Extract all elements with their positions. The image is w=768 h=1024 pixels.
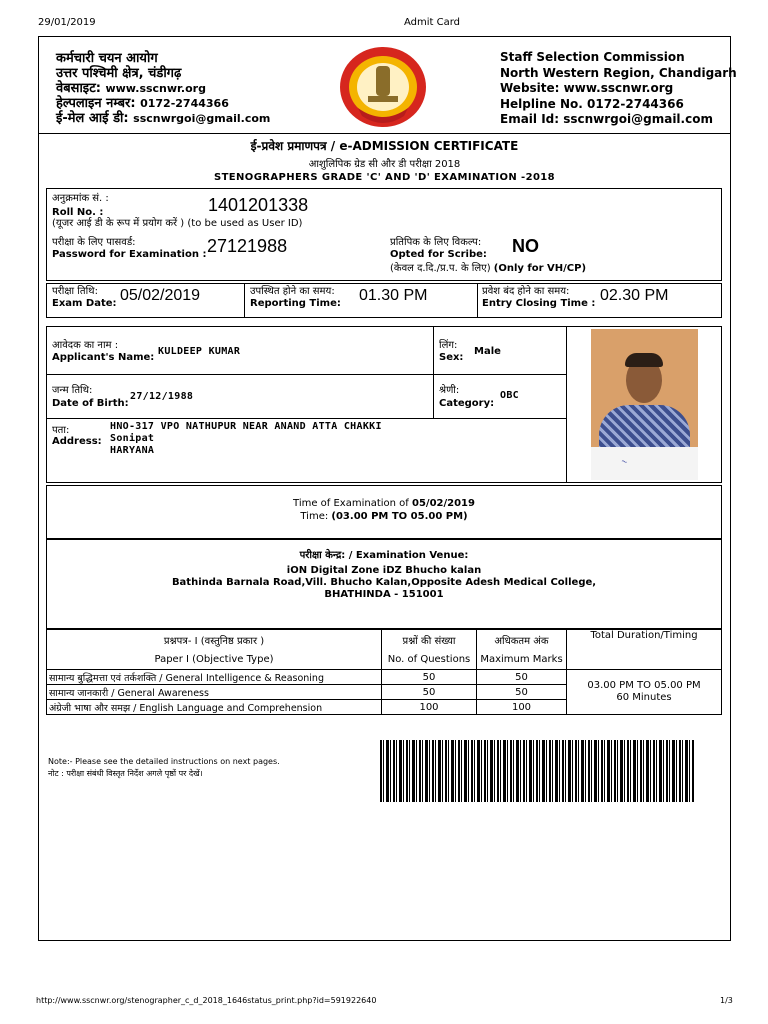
password-value: 27121988 [207, 236, 288, 256]
marks-cell: 50 [477, 685, 567, 700]
dob-label-hi: जन्म तिथि: [52, 385, 93, 396]
ssc-logo-icon [338, 46, 428, 128]
venue-line3: BHATHINDA - 151001 [324, 589, 444, 600]
roll-note: (यूजर आई डी के रूप में प्रयोग करें ) (to be used as User ID) [52, 218, 303, 229]
address-line3: HARYANA [110, 445, 155, 456]
exam-time-line1 [46, 498, 722, 509]
subject-cell: अंग्रेजी भाषा और समझ / English Language and Comprehension [47, 700, 382, 715]
title-divider [38, 133, 731, 134]
exam-date-value: 05/02/2019 [120, 287, 201, 304]
applicant-hline-2 [46, 418, 566, 419]
marks-cell: 100 [477, 700, 567, 715]
entry-close-value: 02.30 PM [600, 287, 669, 304]
scribe-value: NO [512, 236, 539, 256]
website-hi: www.sscnwr.org [105, 82, 206, 95]
address-line2: Sonipat [110, 433, 155, 444]
roll-number: 1401201338 [208, 195, 309, 215]
applicant-label-hi: आवेदक का नाम : [52, 340, 119, 351]
page-number: 1/3 [720, 996, 733, 1005]
barcode-icon [380, 740, 694, 802]
website-label-hi: वेबसाइट: [56, 81, 101, 96]
roll-label-en: Roll No. : [52, 207, 104, 218]
reporting-label-en: Reporting Time: [250, 298, 341, 309]
questions-head-hi: प्रश्नों की संख्या [382, 630, 477, 650]
email-label-hi: ई-मेल आई डी: [56, 111, 129, 126]
certificate-title-en: / e-ADMISSION CERTIFICATE [326, 139, 519, 153]
category-label-hi: श्रेणी: [439, 385, 460, 396]
applicant-name: KULDEEP KUMAR [158, 346, 241, 357]
exam-date-label-hi: परीक्षा तिथि: [52, 286, 98, 297]
sex-value: Male [474, 346, 501, 357]
venue-label-en: / Examination Venue: [345, 550, 469, 561]
org-english-block [500, 50, 737, 128]
email-hi: sscnwrgoi@gmail.com [133, 112, 271, 125]
signature-icon: ~ [619, 456, 630, 467]
address-label-hi: पता: [52, 425, 70, 436]
applicant-hline-1 [46, 374, 566, 375]
org-english-email: Email Id: sscnwrgoi@gmail.com [500, 112, 713, 126]
exam-time-line2 [46, 511, 722, 522]
exam-name-hi: आशुलिपिक ग्रेड सी और डी परीक्षा 2018 [308, 159, 461, 170]
footer-url[interactable]: http://www.sscnwr.org/stenographer_c_d_2018_1646status_print.php?id=591922640 [36, 996, 377, 1005]
print-title: Admit Card [404, 17, 461, 28]
duration-head: Total Duration/Timing [567, 630, 722, 650]
dob-label-en: Date of Birth: [52, 398, 129, 409]
org-hindi-line1: कर्मचारी चयन आयोग [56, 51, 158, 66]
paper-head-en: Paper I (Objective Type) [47, 650, 382, 670]
org-hindi-line2: उत्तर पश्चिमी क्षेत्र, चंडीगढ़ [56, 66, 182, 81]
print-date: 29/01/2019 [38, 17, 96, 28]
duration-cell [567, 670, 722, 715]
paper-head-hi: प्रश्नपत्र- I (वस्तुनिष्ठ प्रकार ) [47, 630, 382, 650]
questions-head-en: No. of Questions [382, 650, 477, 670]
category-label-en: Category: [439, 398, 495, 409]
paper-table [46, 629, 722, 715]
exam-name-en: STENOGRAPHERS GRADE 'C' AND 'D' EXAMINATION -2018 [213, 172, 556, 183]
helpline-hi: 0172-2744366 [140, 97, 229, 110]
table-row [47, 670, 722, 685]
org-english-website: Website: www.sscnwr.org [500, 81, 674, 95]
subject-cell: सामान्य जानकारी / General Awareness [47, 685, 382, 700]
sex-label-en: Sex: [439, 352, 464, 363]
org-hindi-block [56, 51, 270, 126]
exam-time-date: 05/02/2019 [412, 498, 475, 509]
duration-line2: 60 Minutes [616, 692, 672, 703]
venue-line2: Bathinda Barnala Road,Vill. Bhucho Kalan,Opposite Adesh Medical College, [171, 577, 597, 588]
duration-line1: 03.00 PM TO 05.00 PM [587, 680, 701, 691]
org-english-helpline: Helpline No. 0172-2744366 [500, 96, 684, 111]
entry-close-label-en: Entry Closing Time : [482, 298, 596, 309]
password-label-hi: परीक्षा के लिए पासवर्ड: [52, 237, 136, 248]
questions-cell: 50 [382, 670, 477, 685]
scribe-note-en: (Only for VH/CP) [493, 263, 587, 274]
marks-cell: 50 [477, 670, 567, 685]
credentials-box [46, 188, 722, 281]
subject-cell: सामान्य बुद्धिमत्ता एवं तर्कशक्ति / General Intelligence & Reasoning [47, 670, 382, 685]
exam-time-value: (03.00 PM TO 05.00 PM) [331, 511, 468, 522]
exam-time-prefix: Time of Examination of [293, 498, 412, 509]
scribe-label-hi: प्रतिपिक के लिए विकल्प: [390, 237, 482, 248]
address-line1: HNO-317 VPO NATHUPUR NEAR ANAND ATTA CHAKKI [110, 421, 382, 432]
roll-label-hi: अनुक्रमांक सं. : [52, 193, 109, 204]
questions-cell: 50 [382, 685, 477, 700]
helpline-label-hi: हेल्पलाइन नम्बर: [56, 96, 136, 111]
password-label-en: Password for Examination : [52, 249, 207, 260]
marks-head-hi: अधिकतम अंक [477, 630, 567, 650]
paper-table-head-hi [47, 630, 722, 650]
certificate-title-hi: ई-प्रवेश प्रमाणपत्र [250, 139, 327, 153]
venue-label-hi: परीक्षा केन्द्र: [299, 550, 346, 561]
venue-line1: iON Digital Zone iDZ Bhucho kalan [286, 565, 482, 576]
questions-cell: 100 [382, 700, 477, 715]
reporting-label-hi: उपस्थित होने का समय: [250, 286, 335, 297]
note-en: Note:- Please see the detailed instructions on next pages. [48, 757, 280, 766]
note-block [48, 756, 280, 780]
sex-label-hi: लिंग: [439, 340, 458, 351]
venue-address [46, 565, 722, 601]
duration-head-spacer [567, 650, 722, 670]
schedule-divider-1 [244, 283, 245, 318]
entry-close-label-hi: प्रवेश बंद होने का समय: [482, 286, 570, 297]
scribe-label-en: Opted for Scribe: [390, 249, 487, 260]
exam-date-label-en: Exam Date: [52, 298, 117, 309]
schedule-divider-2 [477, 283, 478, 318]
scribe-note [390, 263, 586, 274]
category-value: OBC [500, 390, 519, 401]
org-english-line1: Staff Selection Commission [500, 50, 685, 64]
applicant-photo [591, 329, 698, 480]
marks-head-en: Maximum Marks [477, 650, 567, 670]
scribe-note-hi: (केवल द.दि./प्र.प. के लिए) [390, 263, 491, 274]
venue-heading [46, 547, 722, 561]
address-label-en: Address: [52, 436, 102, 447]
exam-time-label: Time: [300, 511, 332, 522]
photo-divider [566, 326, 567, 483]
reporting-value: 01.30 PM [359, 287, 428, 304]
certificate-title [38, 137, 731, 154]
dob-value: 27/12/1988 [130, 391, 194, 402]
paper-table-head-en [47, 650, 722, 670]
applicant-vline [433, 326, 434, 418]
note-hi: नोट : परीक्षा संबंधी विस्तृत निर्देश अगले पृष्ठों पर देखें। [48, 769, 203, 778]
org-english-line2: North Western Region, Chandigarh [500, 65, 737, 80]
applicant-label-en: Applicant's Name: [52, 352, 155, 363]
address-value [110, 421, 382, 457]
